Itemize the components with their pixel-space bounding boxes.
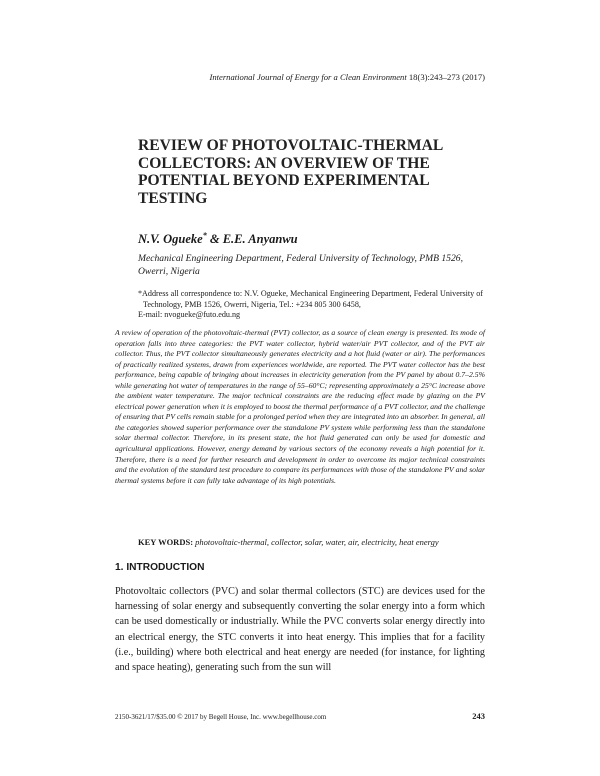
journal-volume: 18(3):243–273 (2017) [408,72,485,82]
journal-header [115,72,485,82]
correspondence-note [138,289,483,321]
affiliation: Mechanical Engineering Department, Federal University of Technology, PMB 1526, Owerri, Nigeria [138,253,463,277]
correspondence-email: E-mail: nvogueke@futo.edu.ng [138,310,241,320]
abstract: A review of operation of the photovoltaic-thermal (PVT) collector, as a source of clean energy is presented. Its mode of operation falls into three categories: the PVT water collector, hybrid water/air PVT collector, and of the PVT air collector. Thus, the PVT collector simultaneously generates electricity and a hot fluid (water or air). The performances of practically realized systems, drawn from experiences worldwide, are reported. The PVT water collector has the best performance, being capable of bringing about increases in electricity generation from the PV panel by about 0.7–2.5% while generating hot water of temperatures in the range of 55–60°C; representing approximately a 25°C increase above the ambient water temperature. The major technical constraints are the reducing effect made by glazing on the PV electrical power generation when it is employed to boost the thermal performance of a PVT collector, and the challenge of ensuring that PV cells remain stable for a prolonged period when they are integrated into an absorber. In general, all the categories showed superior performance over the standalone PV system while performing less than the standalone solar thermal collector. Therefore, in its present state, the hot fluid generated can only be used for domestic and agricultural applications. However, energy demand by various sectors of the economy reveals a high potential for it. Therefore, there is a need for further research and development in order to overcome its major technical constraints and the evolution of the standard test procedure to compare its performances with those of the standalone PV and solar thermal systems before it can fully take advantage of its high potentials. [115,328,485,485]
introduction-text: Photovoltaic collectors (PVC) and solar thermal collectors (STC) are devices used for the harnessing of solar energy and subsequently converting the solar energy into a form which can be used domestically or industrially. While the PVC converts solar energy directly into an electrical energy, the STC converts it into heat energy. This implies that for a facility (i.e., building) where both electrical and heat energy are needed (for instance, for lighting and space heating), generating such from the sun will [115,586,485,674]
corresponding-mark: * [202,231,207,240]
journal-name: International Journal of Energy for a Clean Environment [209,72,407,82]
keywords-label: KEY WORDS: [138,537,194,547]
keywords [138,537,488,547]
page-number: 243 [472,711,485,721]
author-list [138,231,298,247]
footer-copyright: 2150-3621/17/$35.00 © 2017 by Begell House, Inc. www.begellhouse.com [115,713,327,721]
paper-title: REVIEW OF PHOTOVOLTAIC-THERMAL COLLECTORS: AN OVERVIEW OF THE POTENTIAL BEYOND EXPERIMENTAL TESTING [138,137,443,207]
keywords-text: photovoltaic-thermal, collector, solar, water, air, electricity, heat energy [195,537,439,547]
author-rest: & E.E. Anyanwu [206,232,298,247]
correspondence-address: *Address all correspondence to: N.V. Ogueke, Mechanical Engineering Department, Federal University of Technology, PMB 1526, Owerri, Nigeria, Tel.: +234 805 300 6458, [138,289,483,309]
author-first: N.V. Ogueke [138,232,203,247]
section-heading: 1. INTRODUCTION [115,562,205,573]
